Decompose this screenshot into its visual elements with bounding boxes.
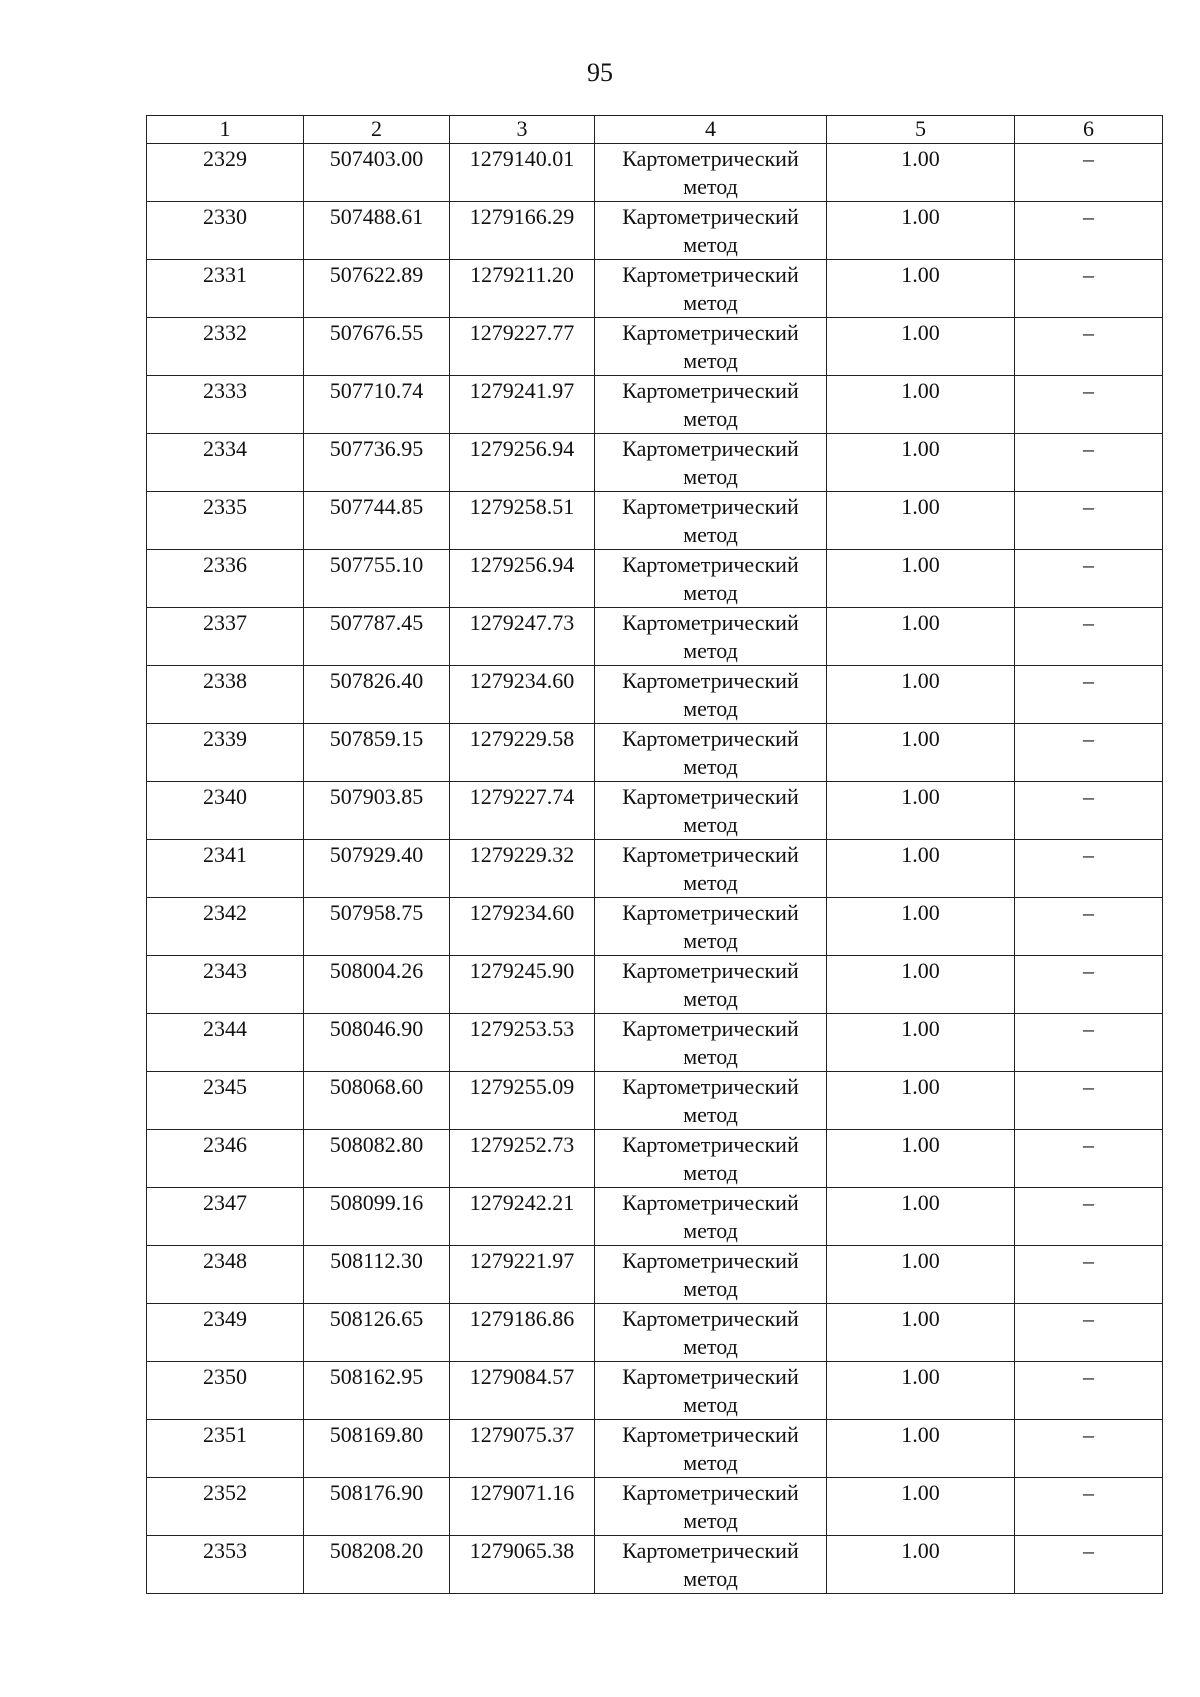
note-cell: – xyxy=(1015,318,1163,376)
point-number-cell: 2336 xyxy=(147,550,304,608)
table-row xyxy=(147,608,1163,666)
table-row xyxy=(147,782,1163,840)
x-coordinate-cell: 507403.00 xyxy=(304,144,450,202)
column-header: 5 xyxy=(827,116,1015,144)
accuracy-cell: 1.00 xyxy=(827,1072,1015,1130)
point-number-cell: 2342 xyxy=(147,898,304,956)
column-header: 3 xyxy=(450,116,595,144)
accuracy-cell: 1.00 xyxy=(827,492,1015,550)
y-coordinate-cell: 1279211.20 xyxy=(450,260,595,318)
note-cell: – xyxy=(1015,666,1163,724)
point-number-cell: 2341 xyxy=(147,840,304,898)
x-coordinate-cell: 507787.45 xyxy=(304,608,450,666)
table-row xyxy=(147,1420,1163,1478)
column-header: 4 xyxy=(595,116,827,144)
accuracy-cell: 1.00 xyxy=(827,1420,1015,1478)
y-coordinate-cell: 1279140.01 xyxy=(450,144,595,202)
point-number-cell: 2333 xyxy=(147,376,304,434)
column-header: 6 xyxy=(1015,116,1163,144)
x-coordinate-cell: 507736.95 xyxy=(304,434,450,492)
accuracy-cell: 1.00 xyxy=(827,1130,1015,1188)
x-coordinate-cell: 507744.85 xyxy=(304,492,450,550)
table-row xyxy=(147,840,1163,898)
x-coordinate-cell: 507826.40 xyxy=(304,666,450,724)
accuracy-cell: 1.00 xyxy=(827,318,1015,376)
method-cell: Картометрический метод xyxy=(595,956,827,1014)
note-cell: – xyxy=(1015,202,1163,260)
y-coordinate-cell: 1279252.73 xyxy=(450,1130,595,1188)
point-number-cell: 2350 xyxy=(147,1362,304,1420)
note-cell: – xyxy=(1015,1304,1163,1362)
column-header: 1 xyxy=(147,116,304,144)
table-row xyxy=(147,666,1163,724)
x-coordinate-cell: 508099.16 xyxy=(304,1188,450,1246)
table-row xyxy=(147,550,1163,608)
table-row xyxy=(147,202,1163,260)
table-row xyxy=(147,260,1163,318)
point-number-cell: 2353 xyxy=(147,1536,304,1594)
y-coordinate-cell: 1279245.90 xyxy=(450,956,595,1014)
y-coordinate-cell: 1279084.57 xyxy=(450,1362,595,1420)
note-cell: – xyxy=(1015,550,1163,608)
table-row xyxy=(147,1014,1163,1072)
table-row xyxy=(147,1246,1163,1304)
x-coordinate-cell: 507929.40 xyxy=(304,840,450,898)
note-cell: – xyxy=(1015,434,1163,492)
method-cell: Картометрический метод xyxy=(595,318,827,376)
x-coordinate-cell: 507488.61 xyxy=(304,202,450,260)
point-number-cell: 2348 xyxy=(147,1246,304,1304)
y-coordinate-cell: 1279075.37 xyxy=(450,1420,595,1478)
table-row xyxy=(147,1478,1163,1536)
point-number-cell: 2344 xyxy=(147,1014,304,1072)
accuracy-cell: 1.00 xyxy=(827,202,1015,260)
method-cell: Картометрический метод xyxy=(595,434,827,492)
x-coordinate-cell: 507622.89 xyxy=(304,260,450,318)
table-row xyxy=(147,1536,1163,1594)
x-coordinate-cell: 508162.95 xyxy=(304,1362,450,1420)
x-coordinate-cell: 508176.90 xyxy=(304,1478,450,1536)
accuracy-cell: 1.00 xyxy=(827,724,1015,782)
point-number-cell: 2329 xyxy=(147,144,304,202)
accuracy-cell: 1.00 xyxy=(827,550,1015,608)
table-row xyxy=(147,956,1163,1014)
y-coordinate-cell: 1279258.51 xyxy=(450,492,595,550)
y-coordinate-cell: 1279253.53 xyxy=(450,1014,595,1072)
method-cell: Картометрический метод xyxy=(595,1072,827,1130)
method-cell: Картометрический метод xyxy=(595,550,827,608)
accuracy-cell: 1.00 xyxy=(827,898,1015,956)
note-cell: – xyxy=(1015,492,1163,550)
accuracy-cell: 1.00 xyxy=(827,1478,1015,1536)
accuracy-cell: 1.00 xyxy=(827,1536,1015,1594)
point-number-cell: 2343 xyxy=(147,956,304,1014)
note-cell: – xyxy=(1015,840,1163,898)
method-cell: Картометрический метод xyxy=(595,202,827,260)
table-row xyxy=(147,376,1163,434)
method-cell: Картометрический метод xyxy=(595,1130,827,1188)
y-coordinate-cell: 1279241.97 xyxy=(450,376,595,434)
accuracy-cell: 1.00 xyxy=(827,144,1015,202)
accuracy-cell: 1.00 xyxy=(827,782,1015,840)
note-cell: – xyxy=(1015,260,1163,318)
y-coordinate-cell: 1279227.77 xyxy=(450,318,595,376)
method-cell: Картометрический метод xyxy=(595,376,827,434)
method-cell: Картометрический метод xyxy=(595,1304,827,1362)
point-number-cell: 2346 xyxy=(147,1130,304,1188)
method-cell: Картометрический метод xyxy=(595,840,827,898)
point-number-cell: 2351 xyxy=(147,1420,304,1478)
y-coordinate-cell: 1279255.09 xyxy=(450,1072,595,1130)
accuracy-cell: 1.00 xyxy=(827,1188,1015,1246)
y-coordinate-cell: 1279227.74 xyxy=(450,782,595,840)
column-header: 2 xyxy=(304,116,450,144)
accuracy-cell: 1.00 xyxy=(827,376,1015,434)
x-coordinate-cell: 507755.10 xyxy=(304,550,450,608)
table-row xyxy=(147,318,1163,376)
y-coordinate-cell: 1279229.32 xyxy=(450,840,595,898)
method-cell: Картометрический метод xyxy=(595,1246,827,1304)
point-number-cell: 2338 xyxy=(147,666,304,724)
method-cell: Картометрический метод xyxy=(595,492,827,550)
accuracy-cell: 1.00 xyxy=(827,1014,1015,1072)
y-coordinate-cell: 1279247.73 xyxy=(450,608,595,666)
x-coordinate-cell: 507859.15 xyxy=(304,724,450,782)
point-number-cell: 2340 xyxy=(147,782,304,840)
note-cell: – xyxy=(1015,1130,1163,1188)
method-cell: Картометрический метод xyxy=(595,608,827,666)
note-cell: – xyxy=(1015,376,1163,434)
method-cell: Картометрический метод xyxy=(595,1536,827,1594)
y-coordinate-cell: 1279221.97 xyxy=(450,1246,595,1304)
point-number-cell: 2349 xyxy=(147,1304,304,1362)
y-coordinate-cell: 1279256.94 xyxy=(450,550,595,608)
note-cell: – xyxy=(1015,1362,1163,1420)
x-coordinate-cell: 508169.80 xyxy=(304,1420,450,1478)
table-row xyxy=(147,1130,1163,1188)
note-cell: – xyxy=(1015,1014,1163,1072)
x-coordinate-cell: 508068.60 xyxy=(304,1072,450,1130)
point-number-cell: 2334 xyxy=(147,434,304,492)
x-coordinate-cell: 508082.80 xyxy=(304,1130,450,1188)
point-number-cell: 2347 xyxy=(147,1188,304,1246)
page-number: 95 xyxy=(587,58,613,87)
y-coordinate-cell: 1279065.38 xyxy=(450,1536,595,1594)
table-body xyxy=(147,144,1163,1594)
method-cell: Картометрический метод xyxy=(595,1362,827,1420)
y-coordinate-cell: 1279234.60 xyxy=(450,666,595,724)
accuracy-cell: 1.00 xyxy=(827,1304,1015,1362)
accuracy-cell: 1.00 xyxy=(827,608,1015,666)
table-row xyxy=(147,724,1163,782)
x-coordinate-cell: 508112.30 xyxy=(304,1246,450,1304)
x-coordinate-cell: 508126.65 xyxy=(304,1304,450,1362)
coordinates-table xyxy=(146,115,1163,1594)
method-cell: Картометрический метод xyxy=(595,1188,827,1246)
accuracy-cell: 1.00 xyxy=(827,956,1015,1014)
note-cell: – xyxy=(1015,144,1163,202)
x-coordinate-cell: 508208.20 xyxy=(304,1536,450,1594)
note-cell: – xyxy=(1015,898,1163,956)
table-row xyxy=(147,144,1163,202)
point-number-cell: 2345 xyxy=(147,1072,304,1130)
table-row xyxy=(147,1362,1163,1420)
method-cell: Картометрический метод xyxy=(595,724,827,782)
note-cell: – xyxy=(1015,724,1163,782)
accuracy-cell: 1.00 xyxy=(827,260,1015,318)
y-coordinate-cell: 1279071.16 xyxy=(450,1478,595,1536)
method-cell: Картометрический метод xyxy=(595,260,827,318)
point-number-cell: 2337 xyxy=(147,608,304,666)
method-cell: Картометрический метод xyxy=(595,898,827,956)
table-row xyxy=(147,898,1163,956)
y-coordinate-cell: 1279186.86 xyxy=(450,1304,595,1362)
note-cell: – xyxy=(1015,782,1163,840)
note-cell: – xyxy=(1015,1536,1163,1594)
note-cell: – xyxy=(1015,1072,1163,1130)
accuracy-cell: 1.00 xyxy=(827,1362,1015,1420)
point-number-cell: 2339 xyxy=(147,724,304,782)
x-coordinate-cell: 507710.74 xyxy=(304,376,450,434)
table-row xyxy=(147,1072,1163,1130)
y-coordinate-cell: 1279256.94 xyxy=(450,434,595,492)
accuracy-cell: 1.00 xyxy=(827,1246,1015,1304)
y-coordinate-cell: 1279242.21 xyxy=(450,1188,595,1246)
method-cell: Картометрический метод xyxy=(595,1420,827,1478)
table-row xyxy=(147,434,1163,492)
table-row xyxy=(147,1188,1163,1246)
note-cell: – xyxy=(1015,956,1163,1014)
note-cell: – xyxy=(1015,1420,1163,1478)
point-number-cell: 2331 xyxy=(147,260,304,318)
x-coordinate-cell: 508004.26 xyxy=(304,956,450,1014)
x-coordinate-cell: 507903.85 xyxy=(304,782,450,840)
y-coordinate-cell: 1279234.60 xyxy=(450,898,595,956)
table-header-row xyxy=(147,116,1163,144)
point-number-cell: 2332 xyxy=(147,318,304,376)
x-coordinate-cell: 508046.90 xyxy=(304,1014,450,1072)
accuracy-cell: 1.00 xyxy=(827,434,1015,492)
table-row xyxy=(147,492,1163,550)
note-cell: – xyxy=(1015,1188,1163,1246)
note-cell: – xyxy=(1015,608,1163,666)
y-coordinate-cell: 1279166.29 xyxy=(450,202,595,260)
point-number-cell: 2335 xyxy=(147,492,304,550)
method-cell: Картометрический метод xyxy=(595,782,827,840)
method-cell: Картометрический метод xyxy=(595,1014,827,1072)
accuracy-cell: 1.00 xyxy=(827,840,1015,898)
table-row xyxy=(147,1304,1163,1362)
point-number-cell: 2330 xyxy=(147,202,304,260)
method-cell: Картометрический метод xyxy=(595,666,827,724)
point-number-cell: 2352 xyxy=(147,1478,304,1536)
accuracy-cell: 1.00 xyxy=(827,666,1015,724)
note-cell: – xyxy=(1015,1478,1163,1536)
x-coordinate-cell: 507676.55 xyxy=(304,318,450,376)
y-coordinate-cell: 1279229.58 xyxy=(450,724,595,782)
note-cell: – xyxy=(1015,1246,1163,1304)
method-cell: Картометрический метод xyxy=(595,1478,827,1536)
x-coordinate-cell: 507958.75 xyxy=(304,898,450,956)
method-cell: Картометрический метод xyxy=(595,144,827,202)
